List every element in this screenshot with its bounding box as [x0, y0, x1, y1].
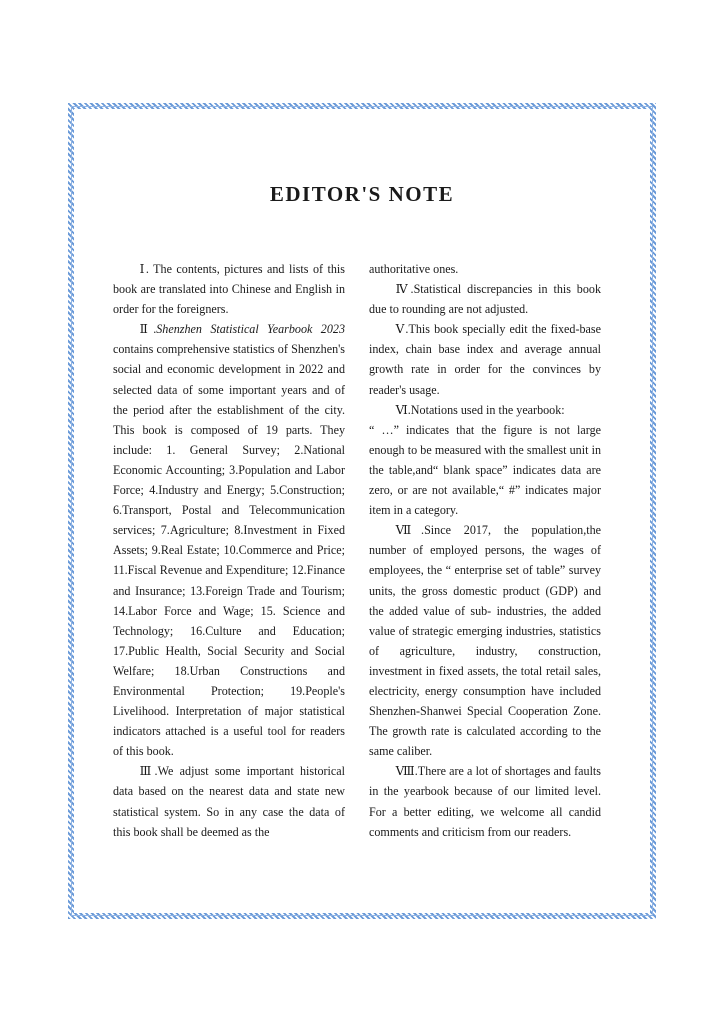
paragraph-7: Ⅶ.Since 2017, the population,the number of employed persons, the wages of employees, the “ enterprise set of table” survey units, the gross domestic product (GDP) and the added value of sub- industries, the added value of strategic emerging industries, statistics of agriculture, industry, construction, investment in fixed assets, the total retail sales, electricity, energy consumption have included Shenzhen-Shanwei Special Cooperation Zone. The growth rate is calculated according to the same caliber. — [369, 523, 601, 759]
paragraph-1: Ⅰ. The contents, pictures and lists of this book are translated into Chinese and English in order for the foreigners. — [113, 262, 345, 317]
paragraph-6: Ⅵ.Notations used in the yearbook: — [395, 402, 565, 417]
paragraph-5: Ⅴ.This book specially edit the fixed-base index, chain base index and average annual growth rate in order for the convinces by reader's usage. — [369, 322, 601, 397]
page-title: EDITOR'S NOTE — [269, 182, 455, 206]
left-column — [113, 259, 345, 842]
right-column — [369, 259, 601, 842]
paragraph-3-continued: authoritative ones. — [369, 262, 459, 276]
paragraph-8: Ⅷ.There are a lot of shortages and faults in the yearbook because of our limited level. For a better editing, we welcome all candid comments and criticism from our readers. — [369, 764, 601, 839]
paragraph-6-notations: “ …” indicates that the figure is not large enough to be measured with the smallest unit in the table,and“ blank space” indicates data are zero, or are not available,“ #” indicates major item in a category. — [369, 422, 601, 518]
paragraph-2-body: contains comprehensive statistics of Shenzhen's social and economic development in 2022 and selected data of some important years and of the period after the establishment of the city. This book is composed of 19 parts. They include: 1. General Survey; 2.National Economic Accounting; 3.Population and Labor Force; 4.Industry and Energy; 5.Construction; 6.Transport, Postal and Telecommunication services; 7.Agriculture; 8.Investment in Fixed Assets; 9.Real Estate; 10.Commerce and Price; 11.Fiscal Revenue and Expenditure; 12.Finance and Insurance; 13.Foreign Trade and Tourism; 14.Labor Force and Wage; 15. Science and Technology; 16.Culture and Education; 17.Public Health, Social Security and Social Welfare; 18.Urban Constructions and Environmental Protection; 19.People's Livelihood. Interpretation of major statistical indicators attached is a useful tool for readers of this book. — [113, 342, 345, 759]
paragraph-3: Ⅲ.We adjust some important historical data based on the nearest data and state new statistical system. So in any case the data of this book shall be deemed as the — [113, 764, 345, 839]
paragraph-2 — [113, 319, 345, 761]
paragraph-4: Ⅳ.Statistical discrepancies in this book due to rounding are not adjusted. — [369, 282, 601, 317]
paragraph-2-prefix: Ⅱ. — [139, 322, 157, 337]
yearbook-title: Shenzhen Statistical Yearbook 2023 — [156, 322, 345, 337]
